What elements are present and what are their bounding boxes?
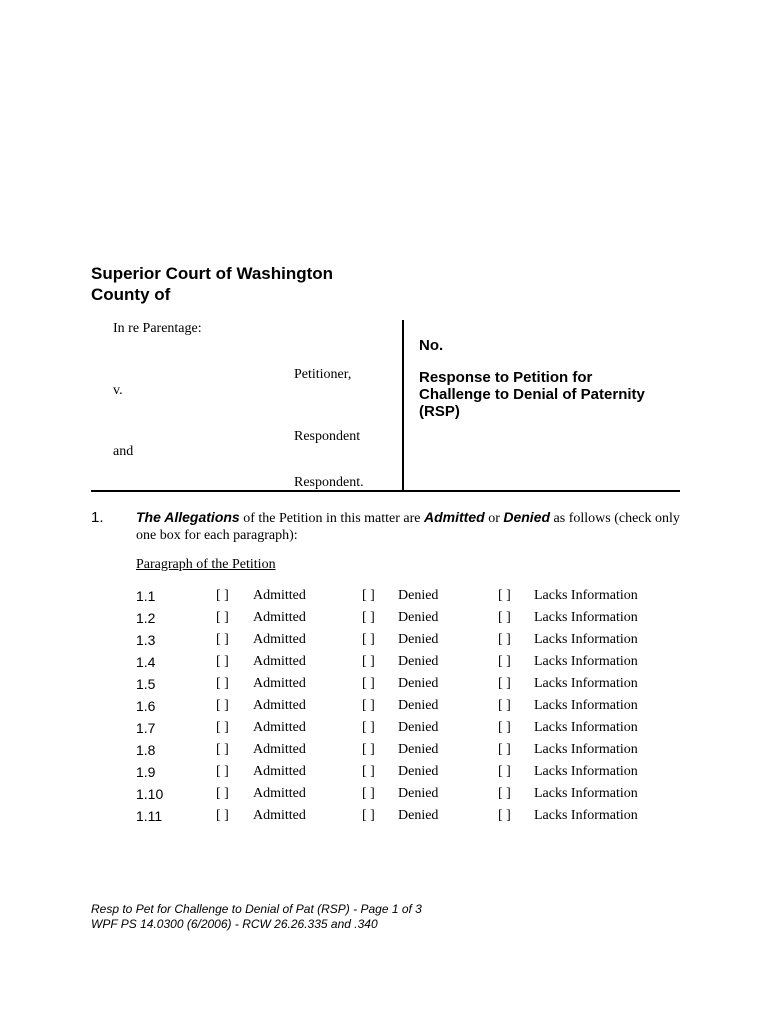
- case-number-label: No.: [419, 337, 444, 354]
- paragraph-number: 1.1: [136, 588, 156, 604]
- paragraph-number: 1.7: [136, 720, 156, 736]
- denied-checkbox[interactable]: [ ]: [362, 588, 375, 603]
- admitted-checkbox[interactable]: [ ]: [216, 610, 229, 625]
- admitted-label: Admitted: [253, 764, 306, 779]
- denied-label: Denied: [398, 698, 439, 713]
- document-title-line: Challenge to Denial of Paternity: [419, 386, 645, 403]
- lacks-information-label: Lacks Information: [534, 654, 638, 669]
- lacks-information-label: Lacks Information: [534, 588, 638, 603]
- page-footer: [91, 902, 422, 932]
- lacks-information-checkbox[interactable]: [ ]: [498, 742, 511, 757]
- admitted-label: Admitted: [253, 610, 306, 625]
- document-title-line: Response to Petition for: [419, 369, 593, 386]
- admitted-label: Admitted: [253, 786, 306, 801]
- denied-label: Denied: [398, 742, 439, 757]
- paragraph-row: [0, 698, 770, 720]
- admitted-label: Admitted: [253, 720, 306, 735]
- paragraph-heading: Paragraph of the Petition: [136, 557, 276, 572]
- denied-checkbox[interactable]: [ ]: [362, 786, 375, 801]
- admitted-checkbox[interactable]: [ ]: [216, 654, 229, 669]
- admitted-label: Admitted: [253, 588, 306, 603]
- court-heading: [91, 263, 333, 305]
- admitted-checkbox[interactable]: [ ]: [216, 720, 229, 735]
- paragraph-number: 1.8: [136, 742, 156, 758]
- denied-label: Denied: [398, 720, 439, 735]
- denied-checkbox[interactable]: [ ]: [362, 720, 375, 735]
- denied-checkbox[interactable]: [ ]: [362, 698, 375, 713]
- paragraph-row: [0, 676, 770, 698]
- paragraph-row: [0, 786, 770, 808]
- denied-label: Denied: [398, 808, 439, 823]
- allegations-text-part: as follows (check only one box for each paragraph):: [136, 511, 680, 543]
- lacks-information-label: Lacks Information: [534, 742, 638, 757]
- denied-checkbox[interactable]: [ ]: [362, 742, 375, 757]
- paragraph-row: [0, 654, 770, 676]
- lacks-information-checkbox[interactable]: [ ]: [498, 808, 511, 823]
- admitted-checkbox[interactable]: [ ]: [216, 698, 229, 713]
- lacks-information-checkbox[interactable]: [ ]: [498, 720, 511, 735]
- lacks-information-label: Lacks Information: [534, 632, 638, 647]
- lacks-information-checkbox[interactable]: [ ]: [498, 676, 511, 691]
- respondent-label: Respondent: [294, 429, 361, 444]
- admitted-label: Admitted: [253, 742, 306, 757]
- lacks-information-label: Lacks Information: [534, 720, 638, 735]
- denied-label: Denied: [398, 676, 439, 691]
- versus-label: v.: [113, 383, 123, 398]
- footer-line: WPF PS 14.0300 (6/2006) - RCW 26.26.335 and .340: [91, 917, 378, 931]
- denied-label: Denied: [398, 588, 439, 603]
- footer-line: Resp to Pet for Challenge to Denial of Pat (RSP) - Page 1 of 3: [91, 902, 422, 916]
- allegations-text: [136, 509, 684, 544]
- respondent-label-final: Respondent.: [294, 475, 364, 490]
- and-label: and: [113, 444, 134, 459]
- denied-label: Denied: [398, 654, 439, 669]
- lacks-information-checkbox[interactable]: [ ]: [498, 786, 511, 801]
- paragraph-number: 1.6: [136, 698, 156, 714]
- paragraph-row: [0, 808, 770, 830]
- denied-label: Denied: [398, 632, 439, 647]
- admitted-checkbox[interactable]: [ ]: [216, 632, 229, 647]
- county-line: County of: [91, 285, 171, 304]
- admitted-checkbox[interactable]: [ ]: [216, 808, 229, 823]
- paragraph-row: [0, 764, 770, 786]
- denied-checkbox[interactable]: [ ]: [362, 654, 375, 669]
- paragraph-number: 1.5: [136, 676, 156, 692]
- lacks-information-checkbox[interactable]: [ ]: [498, 654, 511, 669]
- lacks-information-checkbox[interactable]: [ ]: [498, 610, 511, 625]
- lacks-information-label: Lacks Information: [534, 610, 638, 625]
- paragraph-row: [0, 742, 770, 764]
- section-number: 1.: [91, 509, 104, 526]
- denied-label: Denied: [398, 786, 439, 801]
- paragraph-row: [0, 610, 770, 632]
- denied-checkbox[interactable]: [ ]: [362, 610, 375, 625]
- caption-divider: [402, 320, 404, 492]
- denied-checkbox[interactable]: [ ]: [362, 632, 375, 647]
- denied-checkbox[interactable]: [ ]: [362, 764, 375, 779]
- paragraph-number: 1.3: [136, 632, 156, 648]
- document-title: [419, 369, 645, 420]
- admitted-checkbox[interactable]: [ ]: [216, 786, 229, 801]
- admitted-checkbox[interactable]: [ ]: [216, 676, 229, 691]
- caption-bottom-rule: [91, 490, 680, 492]
- paragraph-number: 1.9: [136, 764, 156, 780]
- petitioner-label: Petitioner,: [294, 367, 352, 382]
- denied-label: Denied: [398, 764, 439, 779]
- lacks-information-label: Lacks Information: [534, 764, 638, 779]
- admitted-label: Admitted: [253, 632, 306, 647]
- lacks-information-checkbox[interactable]: [ ]: [498, 632, 511, 647]
- admitted-checkbox[interactable]: [ ]: [216, 588, 229, 603]
- admitted-checkbox[interactable]: [ ]: [216, 764, 229, 779]
- lacks-information-label: Lacks Information: [534, 698, 638, 713]
- lacks-information-label: Lacks Information: [534, 808, 638, 823]
- denied-checkbox[interactable]: [ ]: [362, 676, 375, 691]
- in-re-label: In re Parentage:: [113, 321, 202, 336]
- paragraph-number: 1.2: [136, 610, 156, 626]
- lacks-information-checkbox[interactable]: [ ]: [498, 764, 511, 779]
- document-title-line: (RSP): [419, 403, 460, 420]
- paragraph-row: [0, 632, 770, 654]
- paragraph-row: [0, 720, 770, 742]
- lacks-information-checkbox[interactable]: [ ]: [498, 698, 511, 713]
- allegations-bold: The Allegations: [136, 509, 240, 525]
- denied-label: Denied: [398, 610, 439, 625]
- lacks-information-label: Lacks Information: [534, 676, 638, 691]
- admitted-label: Admitted: [253, 654, 306, 669]
- paragraph-number: 1.11: [136, 808, 163, 824]
- denied-bold: Denied: [503, 509, 551, 525]
- admitted-checkbox[interactable]: [ ]: [216, 742, 229, 757]
- lacks-information-label: Lacks Information: [534, 786, 638, 801]
- admitted-label: Admitted: [253, 676, 306, 691]
- paragraph-number: 1.4: [136, 654, 156, 670]
- admitted-label: Admitted: [253, 698, 306, 713]
- lacks-information-checkbox[interactable]: [ ]: [498, 588, 511, 603]
- allegations-text-part: or: [484, 511, 504, 526]
- paragraph-row: [0, 588, 770, 610]
- allegations-text-part: of the Petition in this matter are: [239, 511, 425, 526]
- admitted-bold: Admitted: [424, 509, 485, 525]
- denied-checkbox[interactable]: [ ]: [362, 808, 375, 823]
- paragraph-number: 1.10: [136, 786, 164, 802]
- admitted-label: Admitted: [253, 808, 306, 823]
- paragraph-table: [0, 588, 770, 830]
- court-name: Superior Court of Washington: [91, 264, 334, 283]
